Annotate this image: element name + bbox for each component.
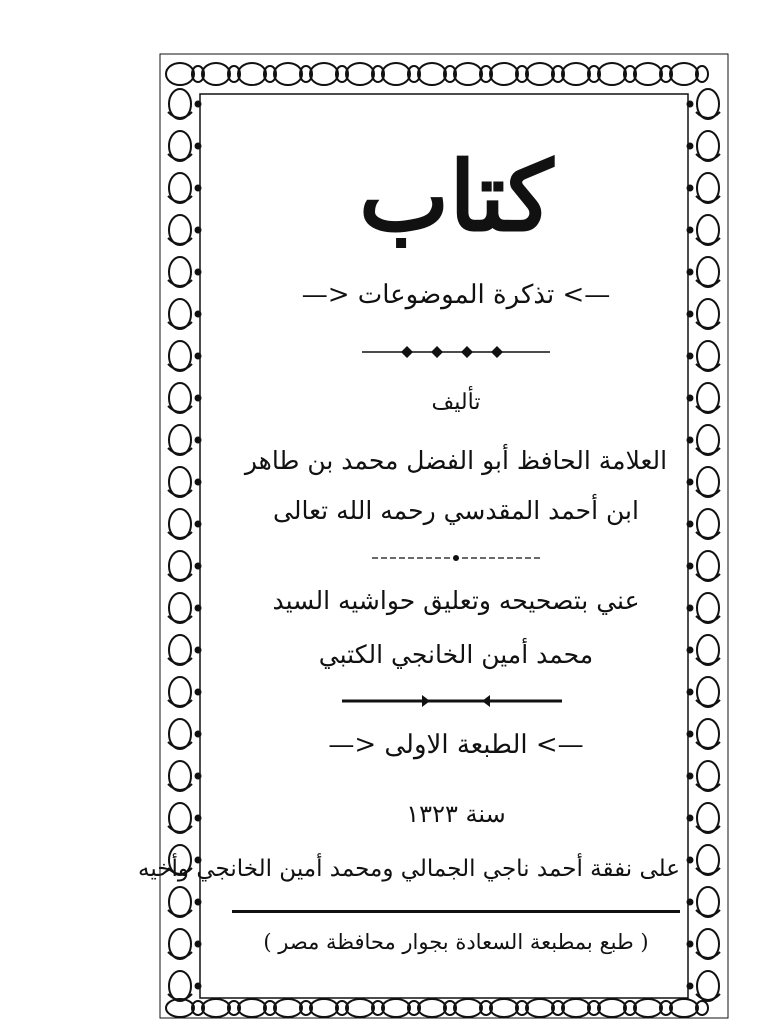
publisher-line: على نفقة أحمد ناجي الجمالي ومحمد أمين الخانجي وأخيه <box>138 856 680 882</box>
year-line: سنة ١٣٢٣ <box>406 800 506 828</box>
title-content <box>138 120 680 1000</box>
ornament-divider-3 <box>232 692 680 710</box>
edition-line: —> الطبعة الاولى <— <box>328 730 584 760</box>
ornament-divider-2 <box>232 550 680 566</box>
press-line: ( طبع بمطبعة السعادة بجوار محافظة مصر ) <box>263 930 649 954</box>
book-title: كتاب <box>358 140 554 253</box>
author-line-1: العلامة الحافظ أبو الفضل محمد بن طاهر <box>244 446 668 475</box>
author-label: تأليف <box>431 390 481 415</box>
author-line-2: ابن أحمد المقدسي رحمه الله تعالى <box>273 496 639 525</box>
ornament-divider-1 <box>232 342 680 362</box>
horizontal-rule <box>232 910 680 913</box>
book-subtitle: —> تذكرة الموضوعات <— <box>301 280 611 310</box>
editor-line-1: عني بتصحيحه وتعليق حواشيه السيد <box>272 586 640 615</box>
editor-line-2: محمد أمين الخانجي الكتبي <box>318 640 594 669</box>
